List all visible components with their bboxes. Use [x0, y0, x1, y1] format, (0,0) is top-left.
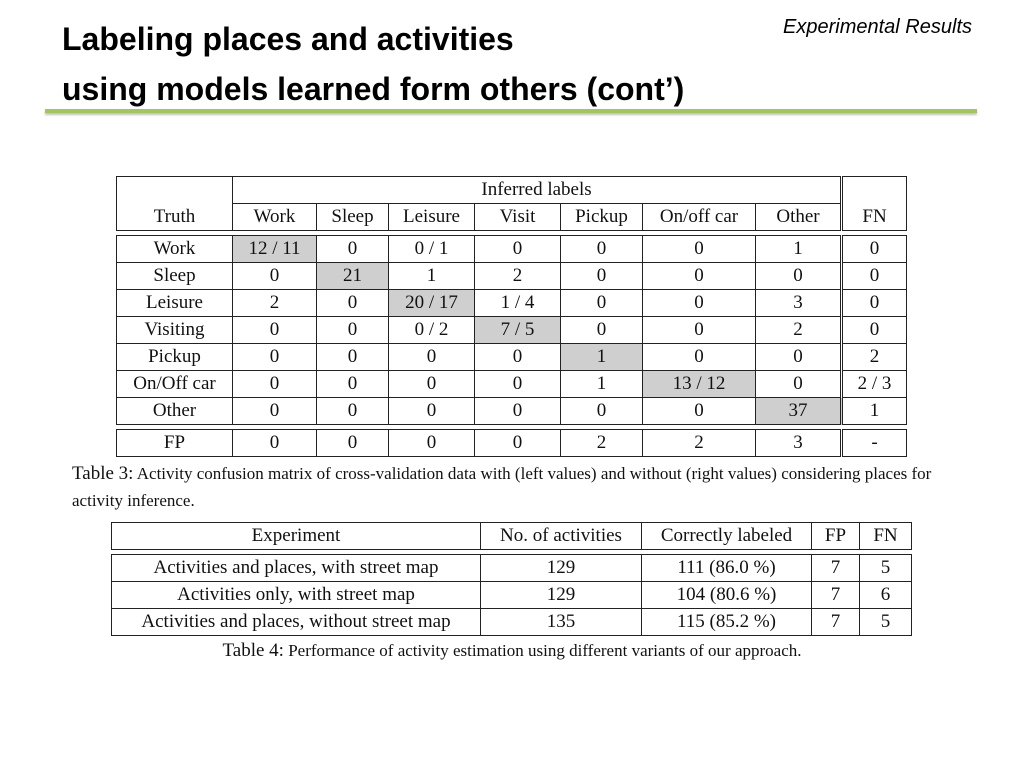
fp-row — [117, 430, 907, 457]
table-cell: 2 — [561, 430, 643, 457]
table-cell: 0 — [475, 430, 561, 457]
table-cell: 0 — [643, 398, 756, 425]
table-row — [112, 609, 912, 636]
table-cell: 0 / 2 — [389, 317, 475, 344]
table-cell: 0 — [756, 263, 842, 290]
row-label: Leisure — [117, 290, 233, 317]
table-cell: 7 / 5 — [475, 317, 561, 344]
fn-cell: 1 — [842, 398, 907, 425]
table-cell: 0 — [317, 371, 389, 398]
table-cell: 5 — [860, 555, 912, 582]
table-cell: 7 — [812, 582, 860, 609]
table-cell: 1 — [756, 236, 842, 263]
table-cell: 0 — [317, 430, 389, 457]
table-cell: 0 — [233, 317, 317, 344]
fn-cell: - — [842, 430, 907, 457]
table-cell: 21 — [317, 263, 389, 290]
table-cell: 0 — [317, 236, 389, 263]
table-cell: 0 / 1 — [389, 236, 475, 263]
table-cell: 3 — [756, 290, 842, 317]
fn-cell: 0 — [842, 236, 907, 263]
column-header: Experiment — [112, 523, 481, 550]
table-cell: 0 — [317, 344, 389, 371]
column-header: On/off car — [643, 204, 756, 231]
table4-caption-label: Table 4: — [222, 640, 284, 661]
column-header: Pickup — [561, 204, 643, 231]
table-cell: 0 — [317, 398, 389, 425]
row-label: Other — [117, 398, 233, 425]
table-cell: 2 — [233, 290, 317, 317]
table-cell: 2 — [756, 317, 842, 344]
table-row — [117, 263, 907, 290]
table-cell: 0 — [475, 371, 561, 398]
row-label: Pickup — [117, 344, 233, 371]
table4-caption-text: Performance of activity estimation using different variants of our approach. — [288, 641, 802, 660]
table-cell: 0 — [475, 344, 561, 371]
table-cell: 0 — [233, 263, 317, 290]
fn-cell: 0 — [842, 263, 907, 290]
table-row — [117, 236, 907, 263]
table-cell: 0 — [643, 290, 756, 317]
table-cell: 111 (86.0 %) — [642, 555, 812, 582]
table-cell: 1 / 4 — [475, 290, 561, 317]
table-cell: 0 — [561, 263, 643, 290]
table-row — [112, 582, 912, 609]
table-row — [117, 290, 907, 317]
table-cell: 6 — [860, 582, 912, 609]
table-cell: 0 — [756, 344, 842, 371]
table-cell: 0 — [561, 317, 643, 344]
table-cell: 0 — [561, 398, 643, 425]
performance-table — [111, 522, 912, 636]
table-cell: 0 — [233, 344, 317, 371]
table-row — [117, 344, 907, 371]
column-header: Other — [756, 204, 842, 231]
row-label: FP — [117, 430, 233, 457]
row-label: On/Off car — [117, 371, 233, 398]
table-row — [117, 371, 907, 398]
row-label: Sleep — [117, 263, 233, 290]
title-line-1: Labeling places and activities — [62, 21, 514, 57]
table-cell: Activities and places, with street map — [112, 555, 481, 582]
fn-cell: 0 — [842, 317, 907, 344]
table-row — [117, 317, 907, 344]
table-cell: 0 — [233, 398, 317, 425]
table-cell: 0 — [233, 371, 317, 398]
column-header: No. of activities — [481, 523, 642, 550]
table-cell: 37 — [756, 398, 842, 425]
table-cell: 115 (85.2 %) — [642, 609, 812, 636]
row-label: Visiting — [117, 317, 233, 344]
table-cell: 7 — [812, 555, 860, 582]
table-row — [112, 555, 912, 582]
table3-caption-label: Table 3: — [72, 463, 134, 484]
table-cell: 2 — [475, 263, 561, 290]
inferred-labels-header: Inferred labels — [233, 177, 842, 204]
table-cell: 1 — [561, 371, 643, 398]
column-header: FP — [812, 523, 860, 550]
table-cell: 0 — [317, 290, 389, 317]
table-cell: 12 / 11 — [233, 236, 317, 263]
table-cell: 0 — [643, 317, 756, 344]
table-cell: 0 — [389, 344, 475, 371]
title-line-2: using models learned form others (cont’) — [62, 71, 685, 107]
column-header: Leisure — [389, 204, 475, 231]
table-cell: Activities and places, without street map — [112, 609, 481, 636]
table-cell: 1 — [389, 263, 475, 290]
title-underline — [45, 109, 977, 113]
fn-cell: 0 — [842, 290, 907, 317]
column-header: Work — [233, 204, 317, 231]
fn-cell: 2 / 3 — [842, 371, 907, 398]
table-cell: 13 / 12 — [643, 371, 756, 398]
section-label: Experimental Results — [783, 16, 972, 38]
table3-caption — [72, 460, 962, 514]
table-cell: 0 — [475, 236, 561, 263]
truth-header: Truth — [117, 177, 233, 231]
table-cell: 0 — [317, 317, 389, 344]
table-cell: 20 / 17 — [389, 290, 475, 317]
column-header: FN — [860, 523, 912, 550]
table-row — [117, 398, 907, 425]
table-cell: 0 — [561, 236, 643, 263]
row-label: Work — [117, 236, 233, 263]
table-cell: 0 — [475, 398, 561, 425]
table-cell: 7 — [812, 609, 860, 636]
table-cell: 0 — [643, 236, 756, 263]
table-cell: 0 — [389, 398, 475, 425]
table-cell: 0 — [643, 263, 756, 290]
column-header: Sleep — [317, 204, 389, 231]
table-cell: 2 — [643, 430, 756, 457]
fn-header: FN — [842, 177, 907, 231]
column-header: Correctly labeled — [642, 523, 812, 550]
table-cell: 0 — [756, 371, 842, 398]
table-cell: 1 — [561, 344, 643, 371]
table-cell: 129 — [481, 555, 642, 582]
table-cell: 0 — [233, 430, 317, 457]
table-cell: 5 — [860, 609, 912, 636]
table-cell: 0 — [389, 371, 475, 398]
table3-caption-text: Activity confusion matrix of cross-validation data with (left values) and without (right values) considering places for activity inference. — [72, 464, 932, 510]
column-header: Visit — [475, 204, 561, 231]
table-cell: 3 — [756, 430, 842, 457]
confusion-matrix-table — [116, 176, 907, 457]
fn-cell: 2 — [842, 344, 907, 371]
table-cell: 104 (80.6 %) — [642, 582, 812, 609]
table-cell: 135 — [481, 609, 642, 636]
table-cell: Activities only, with street map — [112, 582, 481, 609]
table-cell: 0 — [389, 430, 475, 457]
table-cell: 129 — [481, 582, 642, 609]
slide-title — [62, 14, 684, 114]
table-cell: 0 — [643, 344, 756, 371]
table-cell: 0 — [561, 290, 643, 317]
table4-caption — [0, 640, 1024, 662]
